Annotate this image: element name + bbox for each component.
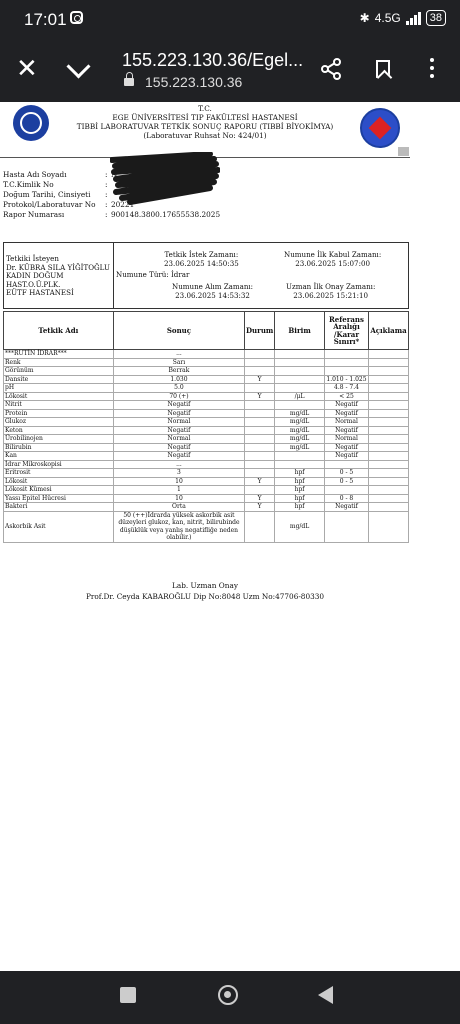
table-cell: Y (245, 392, 275, 401)
table-cell: Negatif (113, 452, 244, 461)
patient-value: 900148.3800.17655538.2025 (111, 210, 221, 219)
table-cell (368, 367, 408, 376)
table-cell (245, 350, 275, 359)
accept-time: 23.06.2025 15:07:00 (295, 258, 370, 268)
requester-line: HAST.O.Ü.PLK. (6, 279, 61, 289)
table-row (4, 375, 409, 384)
table-cell: 1.030 (113, 375, 244, 384)
request-time: 23.06.2025 14:50:35 (164, 258, 239, 268)
requester-line: Dr. KÜBRA SILA YİĞİTOĞLU (6, 262, 110, 272)
document-icon (398, 147, 409, 156)
table-cell: mg/dL (275, 409, 325, 418)
table-cell (245, 435, 275, 444)
column-header: Açıklama (368, 312, 408, 350)
table-cell: 10 (113, 494, 244, 503)
table-cell: Askorbik Asit (4, 511, 114, 542)
table-cell: Negatif (324, 426, 368, 435)
approve-time-block (286, 283, 375, 300)
table-cell (368, 452, 408, 461)
table-cell: Negatif (324, 503, 368, 512)
table-cell: ***RUTİN İDRAR*** (4, 350, 114, 359)
more-options-icon[interactable] (430, 58, 434, 82)
table-cell: 1.010 - 1.025 (326, 375, 367, 383)
table-cell (245, 401, 275, 410)
table-cell: ... (113, 460, 244, 469)
patient-label: T.C.Kimlik No (3, 180, 54, 189)
table-cell (368, 435, 408, 444)
table-cell (324, 460, 368, 469)
table-cell: Lökosit (4, 477, 114, 486)
approve-time: 23.06.2025 15:21:10 (293, 290, 369, 300)
table-cell: Normal (324, 435, 368, 444)
table-cell (275, 350, 325, 359)
table-cell (368, 486, 408, 495)
page-title[interactable]: 155.223.130.36/Egel... (122, 50, 304, 70)
table-cell (368, 358, 408, 367)
patient-label: Protokol/Laboratuvar No (3, 200, 96, 209)
table-cell: Eritrosit (4, 469, 114, 478)
patient-label: Hasta Adı Soyadı (3, 170, 67, 179)
request-time-block (164, 251, 239, 268)
table-cell (245, 511, 275, 542)
table-cell: Normal (113, 418, 244, 427)
requester-label: Tetkiki İsteyen (6, 254, 59, 263)
table-row (4, 367, 409, 376)
table-cell (324, 511, 368, 542)
table-cell: Negatif (324, 409, 368, 418)
table-cell: mg/dL (275, 418, 325, 427)
report-header (60, 104, 350, 140)
table-row (4, 443, 409, 452)
table-row (4, 452, 409, 461)
table-cell (368, 443, 408, 452)
table-cell (324, 350, 368, 359)
sample-type: Numune Türü: İdrar (116, 270, 190, 279)
table-cell (245, 452, 275, 461)
table-row (4, 511, 409, 542)
lock-icon[interactable] (124, 78, 134, 86)
results-table (3, 311, 409, 543)
battery-level: 38 (426, 10, 446, 26)
table-cell: pH (4, 384, 114, 393)
accept-time-label: Numune İlk Kabul Zamanı: (284, 250, 382, 259)
table-cell (275, 375, 325, 384)
table-cell: Negatif (113, 426, 244, 435)
header-line: T.C. (198, 104, 212, 113)
table-cell: 0 - 8 (324, 494, 368, 503)
table-cell: Protein (4, 409, 114, 418)
table-cell: ... (113, 350, 244, 359)
table-cell: hpf (275, 503, 325, 512)
table-cell: Negatif (324, 401, 368, 410)
chevron-down-icon[interactable] (66, 54, 90, 78)
table-cell: Glukoz (4, 418, 114, 427)
table-cell: Y (245, 375, 275, 384)
status-time: 17:01 (24, 10, 67, 29)
table-cell: Ürobilinojen (4, 435, 114, 444)
table-cell (275, 384, 325, 393)
table-cell: 10 (113, 477, 244, 486)
patient-label: Doğum Tarihi, Cinsiyeti (3, 190, 91, 199)
table-cell (245, 426, 275, 435)
table-cell: Y (245, 494, 275, 503)
pdf-document[interactable]: T.C. EGE ÜNİVERSİTESİ TIP FAKÜLTESİ HASTANESİ TIBBİ LABORATUVAR TETKİK SONUÇ RAPORU (TIBBİ BİYOKİMYA) (Laboratuvar Ruhsat No: 424/01) Hasta Adı Soyadı : N T.C.Kimlik No : Doğum Tarihi, Cinsiyeti : Protokol/Laboratuvar No : 20221 Rapor Numarası : 900148.3800.17655538.2025 Tetkiki İsteyen Dr. KÜBRA SILA YİĞİTOĞLU KADIN DOĞUM HAST.O.Ü.PLK. EÜTF HASTANESİ Tetkik İstek Zamanı: 23.06.2025 14:50:35 Numune İlk Kabul Zamanı: 23.06.2025 15:07:00 Numune Türü: İdrar Numune Alım Zamanı: 23.06.2025 14:53:32 Uzman İlk Onay Zamanı: 23.06.2025 15:21:10 Tetkik Adı Sonuç Durum Birim Referans Aralığı /Karar Sınırı* Açıklama ***RUTİN İDRAR*** ... Renk Sarı Görünüm Berrak Dansite 1.030 Y 1.010 - 1.025 pH 5.0 4.8 - 7.4 Lökosit 70 (+) Y /μL < 25 Nitrit Negatif Negatif Protein Negatif mg/dL Negatif Glukoz Normal mg/dL Normal Keton Negatif mg/dL Negatif Ürobilinojen Normal mg/dL Normal Bilirubin Negatif mg/dL Negatif Kan Negatif Negatif İdrar Mikroskopisi ... Eritrosit 3 hpf 0 - 5 Lökosit 10 Y hpf 0 - 5 Lökosit Kümesi 1 hpf Yassı Epitel Hücresi 10 Y hpf 0 - 8 Bakteri Orta Y hpf Negatif Askorbik Asit 50 (++)İdrarda yüksek askorbik asit düzeyleri glukoz, kan, nitrit, bilirubinde düşüklük veya yanlış negatifliğe neden olabilir.) mg/dL Lab. Uzman Onay Prof.Dr. Ceyda KABAROĞLU Dip No:8048 Uzm No:47706-80330 (0, 102, 460, 971)
table-row (4, 384, 409, 393)
bluetooth-icon: ✱ (359, 11, 370, 25)
table-cell (245, 486, 275, 495)
table-row (4, 477, 409, 486)
table-row (4, 358, 409, 367)
table-row (4, 494, 409, 503)
table-cell: Kan (4, 452, 114, 461)
header-line: (Laboratuvar Ruhsat No: 424/01) (143, 131, 267, 140)
network-type: 4.5G (374, 11, 401, 25)
table-row (4, 409, 409, 418)
table-row (4, 460, 409, 469)
table-cell: Berrak (113, 367, 244, 376)
table-cell: Keton (4, 426, 114, 435)
back-icon[interactable] (318, 986, 333, 1004)
table-cell (324, 358, 368, 367)
column-header: Referans Aralığı /Karar Sınırı* (324, 312, 368, 350)
patient-value: N (111, 170, 118, 179)
table-row (4, 435, 409, 444)
table-cell (368, 426, 408, 435)
table-cell: Sarı (113, 358, 244, 367)
table-cell: 1 (113, 486, 244, 495)
table-cell: Nitrit (4, 401, 114, 410)
table-cell (245, 367, 275, 376)
table-cell (368, 392, 408, 401)
table-cell: hpf (275, 469, 325, 478)
table-cell: Y (245, 503, 275, 512)
request-time-label: Tetkik İstek Zamanı: (164, 250, 239, 259)
table-cell (275, 460, 325, 469)
table-cell (275, 367, 325, 376)
patient-label: Rapor Numarası (3, 210, 65, 219)
table-row (4, 392, 409, 401)
table-cell: mg/dL (275, 426, 325, 435)
table-cell (368, 409, 408, 418)
table-cell (368, 477, 408, 486)
table-row (4, 486, 409, 495)
sample-time-label: Numune Alım Zamanı: (172, 282, 254, 291)
table-cell: mg/dL (275, 435, 325, 444)
table-cell: /μL (275, 392, 325, 401)
table-cell: Lökosit Kümesi (4, 486, 114, 495)
table-cell (245, 358, 275, 367)
table-cell (368, 503, 408, 512)
approve-time-label: Uzman İlk Onay Zamanı: (286, 282, 376, 291)
table-row (4, 426, 409, 435)
table-cell: Orta (113, 503, 244, 512)
table-cell: mg/dL (275, 511, 325, 542)
column-header: Birim (275, 312, 325, 350)
table-cell: 70 (+) (113, 392, 244, 401)
table-cell: 0 - 5 (324, 469, 368, 478)
request-box (3, 242, 409, 309)
table-cell: 0 - 5 (324, 477, 368, 486)
requester-line: EÜTF HASTANESİ (6, 288, 74, 297)
table-cell: Bilirubin (4, 443, 114, 452)
table-cell: 4.8 - 7.4 (324, 384, 368, 393)
column-header: Sonuç (113, 312, 244, 350)
table-cell: Negatif (324, 443, 368, 452)
table-cell (368, 350, 408, 359)
table-row (4, 418, 409, 427)
signature-title: Lab. Uzman Onay (172, 581, 238, 590)
header-line: EGE ÜNİVERSİTESİ TIP FAKÜLTESİ HASTANESİ (112, 113, 298, 122)
table-row (4, 503, 409, 512)
hospital-logo (360, 108, 400, 148)
patient-value: 20221 (111, 200, 135, 209)
table-cell (245, 409, 275, 418)
recent-apps-icon[interactable] (120, 987, 136, 1003)
table-cell (324, 367, 368, 376)
table-cell (245, 460, 275, 469)
table-cell: hpf (275, 486, 325, 495)
table-cell: mg/dL (275, 443, 325, 452)
table-cell (368, 511, 408, 542)
table-cell (368, 494, 408, 503)
signal-icon (406, 12, 421, 25)
table-cell (275, 452, 325, 461)
table-cell (275, 358, 325, 367)
requester-line: KADIN DOĞUM (6, 271, 64, 280)
column-header: Tetkik Adı (4, 312, 114, 350)
table-cell (245, 469, 275, 478)
table-row (4, 401, 409, 410)
table-cell: İdrar Mikroskopisi (4, 460, 114, 469)
table-cell: Normal (324, 418, 368, 427)
android-nav-bar (0, 971, 460, 1024)
header-line: TIBBİ LABORATUVAR TETKİK SONUÇ RAPORU (TIBBİ BİYOKİMYA) (76, 122, 334, 131)
column-header: Durum (245, 312, 275, 350)
signature-block (0, 580, 410, 602)
share-icon[interactable] (320, 58, 342, 80)
table-cell: Negatif (113, 443, 244, 452)
table-cell: Negatif (113, 401, 244, 410)
browser-toolbar (0, 40, 460, 102)
table-cell: 5.0 (113, 384, 244, 393)
instagram-notification-icon (70, 11, 83, 24)
close-tab-icon[interactable]: ✕ (16, 54, 38, 84)
table-cell: 50 (++)İdrarda yüksek askorbik asit düzeyleri glukoz, kan, nitrit, bilirubinde düşüklük veya yanlış negatifliğe neden olabilir.) (113, 511, 244, 542)
sample-time: 23.06.2025 14:53:32 (175, 290, 250, 300)
home-icon[interactable] (218, 985, 238, 1005)
table-row (4, 350, 409, 359)
table-cell: Normal (113, 435, 244, 444)
table-cell: Negatif (113, 409, 244, 418)
status-bar (0, 0, 460, 40)
bookmark-icon[interactable] (376, 60, 390, 78)
table-cell: Y (245, 477, 275, 486)
table-cell (368, 384, 408, 393)
accept-time-block (284, 251, 381, 268)
table-cell: Görünüm (4, 367, 114, 376)
table-cell (368, 460, 408, 469)
table-cell: hpf (275, 494, 325, 503)
table-cell (245, 418, 275, 427)
table-cell: < 25 (324, 392, 368, 401)
table-cell: Bakteri (4, 503, 114, 512)
table-cell (368, 375, 408, 384)
url-host[interactable]: 155.223.130.36 (145, 74, 243, 90)
table-cell (245, 384, 275, 393)
table-cell: Dansite (4, 375, 114, 384)
table-cell: Lökosit (4, 392, 114, 401)
table-cell: Renk (4, 358, 114, 367)
table-cell: 3 (113, 469, 244, 478)
redaction-scribble (110, 152, 220, 212)
table-cell (368, 401, 408, 410)
table-cell (368, 469, 408, 478)
status-icons (360, 10, 446, 26)
table-cell: Yassı Epitel Hücresi (4, 494, 114, 503)
table-cell: hpf (275, 477, 325, 486)
sample-time-block (172, 283, 253, 300)
table-cell (368, 418, 408, 427)
table-cell (324, 486, 368, 495)
university-logo (13, 105, 49, 141)
table-cell: Negatif (324, 452, 368, 461)
table-cell (245, 443, 275, 452)
table-cell (275, 401, 325, 410)
signature-name: Prof.Dr. Ceyda KABAROĞLU Dip No:8048 Uzm No:47706-80330 (85, 592, 325, 601)
table-row (4, 469, 409, 478)
